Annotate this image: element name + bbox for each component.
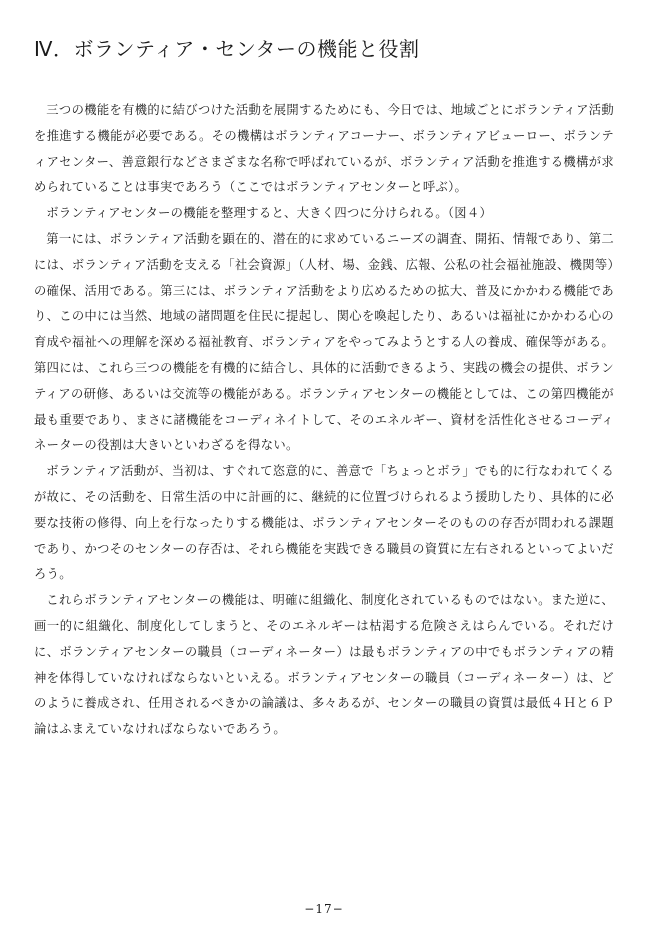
paragraph-4: ボランティア活動が、当初は、すぐれて恣意的に、善意で「ちょっとボラ」でも的に行なわれてくるが故に、その活動を、日常生活の中に計画的に、継続的に位置づけられるよう援助したり、具体的に必要な技術の修得、向上を行なったりする機能は、ボランティアセンターそのものの存否が問われる課題であり、かつそのセンターの存否は、それら機能を実践できる職員の資質に左右されるといってよいだろう。 <box>34 464 614 582</box>
paragraph-3: 第一には、ボランティア活動を顕在的、潜在的に求めているニーズの調査、開拓、情報であり、第二には、ボランティア活動を支える「社会資源」（人材、場、金銭、広報、公私の社会福祉施設、機関等）の確保、活用である。第三には、ボランティア活動をより広めるための拡大、普及にかかわる機能であり、この中には当然、地域の諸問題を住民に提起し、関心を喚起したり、あるいは福祉にかかわる心の育成や福祉への理解を深める福祉教育、ボランティアをやってみようとする人の養成、確保等がある。第四には、これら三つの機能を有機的に結合し、具体的に活動できるよう、実践の機会の提供、ボランティアの研修、あるいは交流等の機能がある。ボランティアセンターの機能としては、この第四機能が最も重要であり、まさに諸機能をコーディネイトして、そのエネルギー、資材を活性化させるコーディネーターの役割は大きいといわざるを得ない。 <box>34 231 614 453</box>
paragraph-1: 三つの機能を有機的に結びつけた活動を展開するためにも、今日では、地域ごとにボランティア活動を推進する機能が必要である。その機構はボランティアコーナー、ボランティアビューロー、ボランティアセンター、善意銀行などさまざまな名称で呼ばれているが、ボランティア活動を推進する機構が求められていることは事実であろう（ここではボランティアセンターと呼ぶ）。 <box>34 103 614 195</box>
page-title: Ⅳ．ボランティア・センターの機能と役割 <box>34 37 420 61</box>
body-text <box>34 98 614 743</box>
page-number: −17− <box>304 902 344 916</box>
paragraph-2: ボランティアセンターの機能を整理すると、大きく四つに分けられる。（図４） <box>46 206 493 221</box>
paragraph-5: これらボランティアセンターの機能は、明確に組織化、制度化されているものではない。また逆に、画一的に組織化、制度化してしまうと、そのエネルギーは枯渇する危険さえはらんでいる。それだけに、ボランティアセンターの職員（コーディネーター）は最もボランティアの中でもボランティアの精神を体得していなければならないといえる。ボランティアセンターの職員（コーディネーター）は、どのように養成され、任用されるべきかの論議は、多々あるが、センターの職員の資質は最低４Ｈと６Ｐ論はふまえていなければならないであろう。 <box>34 593 614 737</box>
